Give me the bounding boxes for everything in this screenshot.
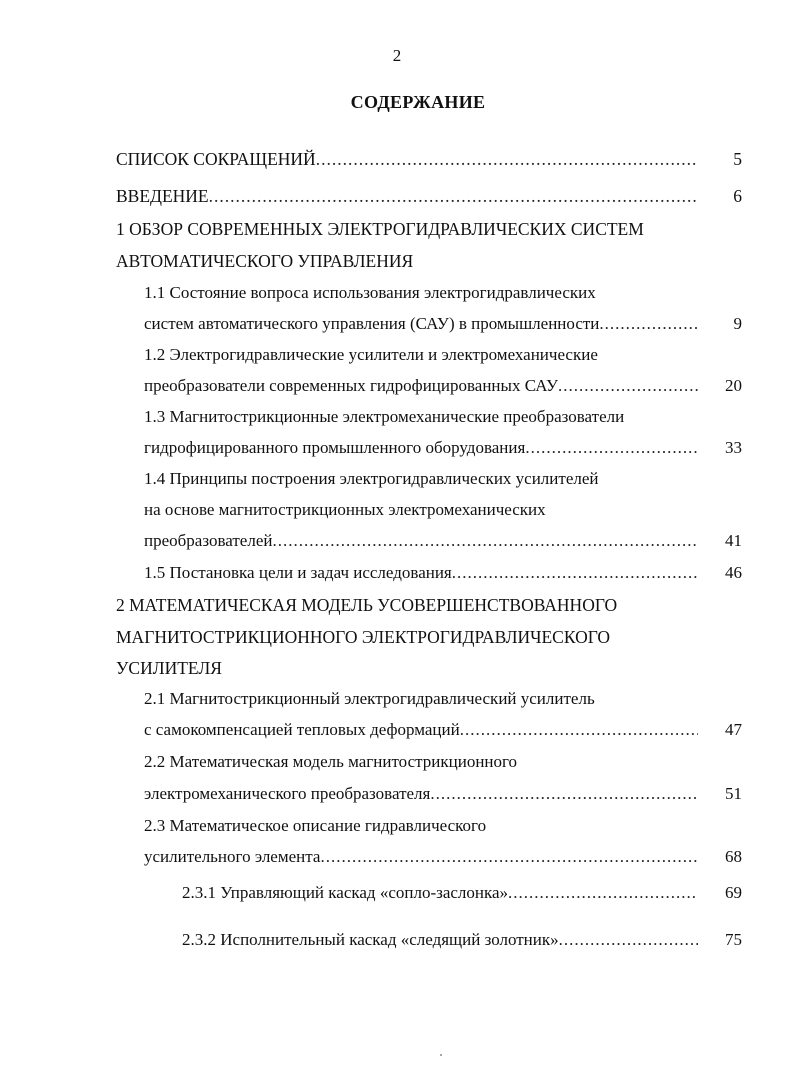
- toc-section-2-3[interactable]: 2.3 Математическое описание гидравлического: [144, 816, 487, 835]
- toc-section-2-3-1[interactable]: [182, 878, 742, 908]
- toc-page-number: 46: [725, 563, 742, 582]
- toc-section-2-1[interactable]: 2.1 Магнитострикционный электрогидравлический усилитель: [144, 689, 595, 708]
- toc-section-2-3-2[interactable]: [182, 925, 742, 955]
- toc-entry-label: 1.5 Постановка цели и задач исследования: [144, 563, 452, 582]
- dot-leader: [525, 433, 698, 463]
- dot-leader: [452, 558, 698, 588]
- dot-leader: [460, 715, 698, 745]
- toc-entry-label: 2.3.1 Управляющий каскад «сопло-заслонка»: [182, 883, 509, 902]
- toc-entry-label: преобразователей: [144, 531, 273, 550]
- toc-page-number: 69: [725, 883, 742, 902]
- dot-leader: [599, 309, 698, 339]
- scan-speck: [440, 1054, 442, 1056]
- toc-section-1-3-cont[interactable]: [144, 433, 742, 463]
- toc-section-1-4[interactable]: 1.4 Принципы построения электрогидравлических усилителей: [144, 469, 599, 488]
- toc-page-number: 51: [725, 784, 742, 803]
- dot-leader: [272, 526, 698, 556]
- toc-page-number: 6: [733, 186, 742, 206]
- toc-page-number: 41: [725, 531, 742, 550]
- page-title: СОДЕРЖАНИЕ: [350, 92, 486, 112]
- dot-leader: [559, 925, 698, 955]
- toc-entry-label: усилительного элемента: [144, 847, 321, 866]
- toc-entry-label: 2.3.2 Исполнительный каскад «следящий золотник»: [182, 930, 559, 949]
- dot-leader: [320, 842, 698, 872]
- toc-page-number: 68: [725, 847, 742, 866]
- toc-entry-label: СПИСОК СОКРАЩЕНИЙ: [116, 149, 316, 169]
- toc-page-number: 9: [733, 314, 742, 333]
- toc-chapter-2-heading-cont2[interactable]: УСИЛИТЕЛЯ: [116, 658, 222, 678]
- toc-entry-introduction[interactable]: [116, 181, 742, 211]
- toc-page-number: 5: [733, 149, 742, 169]
- toc-section-1-1-cont[interactable]: [144, 309, 742, 339]
- dot-leader: [558, 371, 698, 401]
- dot-leader: [316, 144, 698, 174]
- dot-leader: [508, 878, 698, 908]
- toc-page-number: 75: [725, 930, 742, 949]
- toc-section-1-5[interactable]: [144, 558, 742, 588]
- toc-page-number: 20: [725, 376, 742, 395]
- toc-entry-label: ВВЕДЕНИЕ: [116, 186, 209, 206]
- page-number: 2: [392, 46, 402, 65]
- toc-entry-label: преобразователи современных гидрофицированных САУ: [144, 376, 559, 395]
- toc-entry-label: систем автоматического управления (САУ) в промышленности: [144, 314, 600, 333]
- toc-entry-label: гидрофицированного промышленного оборудования: [144, 438, 526, 457]
- toc-section-2-3-cont[interactable]: [144, 842, 742, 872]
- toc-entry-label: электромеханического преобразователя: [144, 784, 431, 803]
- toc-section-2-1-cont[interactable]: [144, 715, 742, 745]
- toc-chapter-2-heading[interactable]: 2 МАТЕМАТИЧЕСКАЯ МОДЕЛЬ УСОВЕРШЕНСТВОВАННОГО: [116, 595, 618, 615]
- toc-section-1-1[interactable]: 1.1 Состояние вопроса использования электрогидравлических: [144, 283, 596, 302]
- toc-section-1-4-cont[interactable]: на основе магнитострикционных электромеханических: [144, 500, 546, 519]
- toc-section-1-2[interactable]: 1.2 Электрогидравлические усилители и электромеханические: [144, 345, 598, 364]
- dot-leader: [430, 779, 698, 809]
- toc-chapter-2-heading-cont[interactable]: МАГНИТОСТРИКЦИОННОГО ЭЛЕКТРОГИДРАВЛИЧЕСКОГО: [116, 627, 611, 647]
- toc-section-1-2-cont[interactable]: [144, 371, 742, 401]
- toc-section-1-3[interactable]: 1.3 Магнитострикционные электромеханические преобразователи: [144, 407, 625, 426]
- toc-entry-label: с самокомпенсацией тепловых деформаций: [144, 720, 460, 739]
- toc-section-1-4-cont2[interactable]: [144, 526, 742, 556]
- toc-chapter-1-heading-cont[interactable]: АВТОМАТИЧЕСКОГО УПРАВЛЕНИЯ: [116, 251, 414, 271]
- toc-section-2-2-cont[interactable]: [144, 779, 742, 809]
- toc-page-number: 47: [725, 720, 742, 739]
- toc-page-number: 33: [725, 438, 742, 457]
- toc-chapter-1-heading[interactable]: 1 ОБЗОР СОВРЕМЕННЫХ ЭЛЕКТРОГИДРАВЛИЧЕСКИХ СИСТЕМ: [116, 219, 644, 239]
- dot-leader: [209, 181, 698, 211]
- toc-entry-abbreviations[interactable]: [116, 144, 742, 174]
- toc-section-2-2[interactable]: 2.2 Математическая модель магнитострикционного: [144, 752, 518, 771]
